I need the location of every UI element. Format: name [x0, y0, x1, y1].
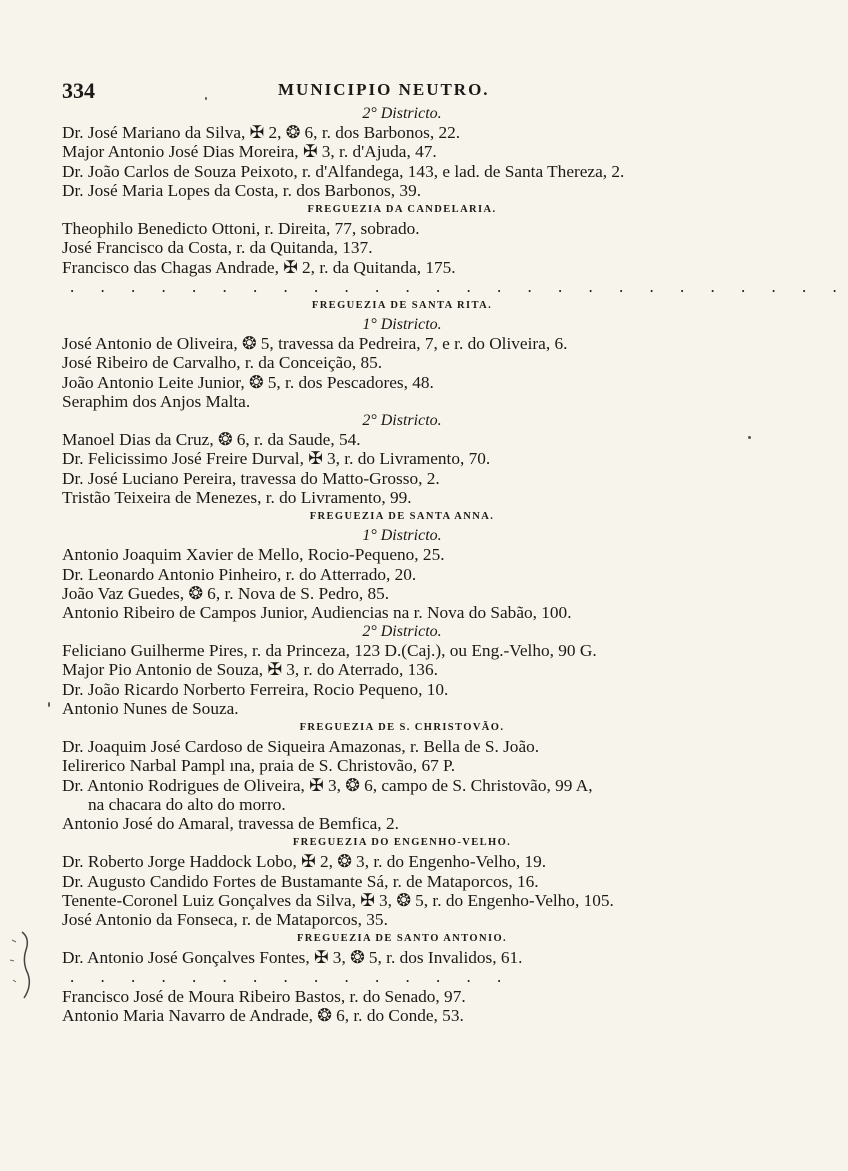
directory-entry: Antonio José do Amaral, travessa de Bemfica, 2.: [62, 813, 399, 833]
directory-entry: Francisco José de Moura Ribeiro Bastos, r. do Senado, 97.: [62, 986, 466, 1006]
directory-entry: Dr. José Maria Lopes da Costa, r. dos Barbonos, 39.: [62, 180, 422, 200]
directory-entry: Ielirerico Narbal Pampl ına, praia de S. Christovão, 67 P.: [62, 756, 456, 776]
directory-entry: Antonio Joaquim Xavier de Mello, Rocio-Pequeno, 25.: [62, 545, 445, 565]
directory-entry: Feliciano Guilherme Pires, r. da Princeza, 123 D.(Caj.), ou Eng.-Velho, 90 G.: [62, 641, 597, 661]
directory-entry: Seraphim dos Anjos Malta.: [62, 391, 251, 411]
directory-entry: Dr. Roberto Jorge Haddock Lobo, ✠ 2, ❂ 3, r. do Engenho-Velho, 19.: [62, 852, 547, 872]
parish-heading: FREGUEZIA DE SANTA RITA.: [311, 299, 493, 311]
directory-entry: Major Pio Antonio de Souza, ✠ 3, r. do Aterrado, 136.: [62, 660, 438, 680]
district-heading: 1° Districto.: [362, 527, 442, 545]
directory-entry: Antonio Ribeiro de Campos Junior, Audiencias na r. Nova do Sabão, 100.: [62, 602, 572, 622]
page-number: 334: [62, 78, 95, 103]
directory-entry: Manoel Dias da Cruz, ❂ 6, r. da Saude, 54.: [62, 430, 361, 450]
district-heading: 2° Districto.: [362, 623, 442, 641]
margin-bracket-mark: [4, 930, 34, 1000]
directory-entry: Tristão Teixeira de Menezes, r. do Livramento, 99.: [62, 487, 412, 507]
directory-listing: [62, 104, 848, 1025]
paper-speck: [205, 97, 207, 100]
directory-entry: Dr. José Luciano Pereira, travessa do Matto-Grosso, 2.: [62, 468, 440, 488]
directory-entry: Dr. Augusto Candido Fortes de Bustamante Sá, r. de Mataporcos, 16.: [62, 871, 539, 891]
entry-continuation: na chacara do alto do morro.: [88, 794, 286, 814]
directory-entry: Dr. Leonardo Antonio Pinheiro, r. do Atterrado, 20.: [62, 564, 417, 584]
district-heading: 1° Districto.: [362, 316, 442, 334]
directory-entry: Francisco das Chagas Andrade, ✠ 2, r. da Quitanda, 175.: [62, 257, 456, 277]
directory-entry: Tenente-Coronel Luiz Gonçalves da Silva, ✠ 3, ❂ 5, r. do Engenho-Velho, 105.: [62, 890, 614, 910]
district-heading: 2° Districto.: [362, 105, 442, 122]
ellipsis-row: . . . . . . . . . . . . . . . . . . . . . . . . . .: [70, 276, 848, 296]
directory-entry: José Antonio da Fonseca, r. de Mataporcos, 35.: [62, 909, 388, 929]
district-heading: 2° Districto.: [362, 412, 442, 429]
directory-entry: José Francisco da Costa, r. da Quitanda, 137.: [62, 238, 373, 258]
directory-entry: José Antonio de Oliveira, ❂ 5, travessa da Pedreira, 7, e r. do Oliveira, 6.: [62, 334, 568, 354]
directory-entry: João Antonio Leite Junior, ❂ 5, r. dos Pescadores, 48.: [62, 372, 434, 392]
directory-entry: Theophilo Benedicto Ottoni, r. Direita, 77, sobrado.: [62, 219, 420, 239]
parish-heading: FREGUEZIA DO ENGENHO-VELHO.: [292, 837, 512, 849]
directory-entry: Dr. João Carlos de Souza Peixoto, r. d'Alfandega, 143, e lad. de Santa Thereza, 2.: [62, 161, 625, 181]
running-title: MUNICIPIO NEUTRO.: [278, 80, 490, 99]
directory-entry: Antonio Maria Navarro de Andrade, ❂ 6, r. do Conde, 53.: [62, 1005, 464, 1025]
ellipsis-row: . . . . . . . . . . . . . . .: [70, 967, 513, 987]
parish-heading: FREGUEZIA DE SANTA ANNA.: [309, 510, 495, 522]
paper-speck: [48, 702, 50, 707]
directory-entry: José Ribeiro de Carvalho, r. da Conceição, 85.: [62, 353, 383, 373]
directory-entry: Dr. Joaquim José Cardoso de Siqueira Amazonas, r. Bella de S. João.: [62, 737, 540, 757]
paper-speck: [748, 436, 751, 439]
directory-entry: Antonio Nunes de Souza.: [62, 698, 239, 718]
directory-entry: Dr. Antonio José Gonçalves Fontes, ✠ 3, ❂ 5, r. dos Invalidos, 61.: [62, 948, 523, 968]
directory-entry: Dr. Antonio Rodrigues de Oliveira, ✠ 3, ❂ 6, campo de S. Christovão, 99 A,: [62, 775, 593, 795]
directory-entry: Dr. João Ricardo Norberto Ferreira, Rocio Pequeno, 10.: [62, 679, 449, 699]
directory-entry: Dr. Felicissimo José Freire Durval, ✠ 3, r. do Livramento, 70.: [62, 449, 491, 469]
directory-entry: Dr. José Mariano da Silva, ✠ 2, ❂ 6, r. dos Barbonos, 22.: [62, 123, 461, 143]
directory-entry: João Vaz Guedes, ❂ 6, r. Nova de S. Pedro, 85.: [62, 583, 390, 603]
directory-entry: Major Antonio José Dias Moreira, ✠ 3, r. d'Ajuda, 47.: [62, 142, 437, 162]
parish-heading: FREGUEZIA DA CANDELARIA.: [307, 203, 497, 215]
page-header: [62, 78, 722, 102]
parish-heading: FREGUEZIA DE SANTO ANTONIO.: [296, 933, 508, 945]
parish-heading: FREGUEZIA DE S. CHRISTOVÃO.: [299, 722, 505, 733]
